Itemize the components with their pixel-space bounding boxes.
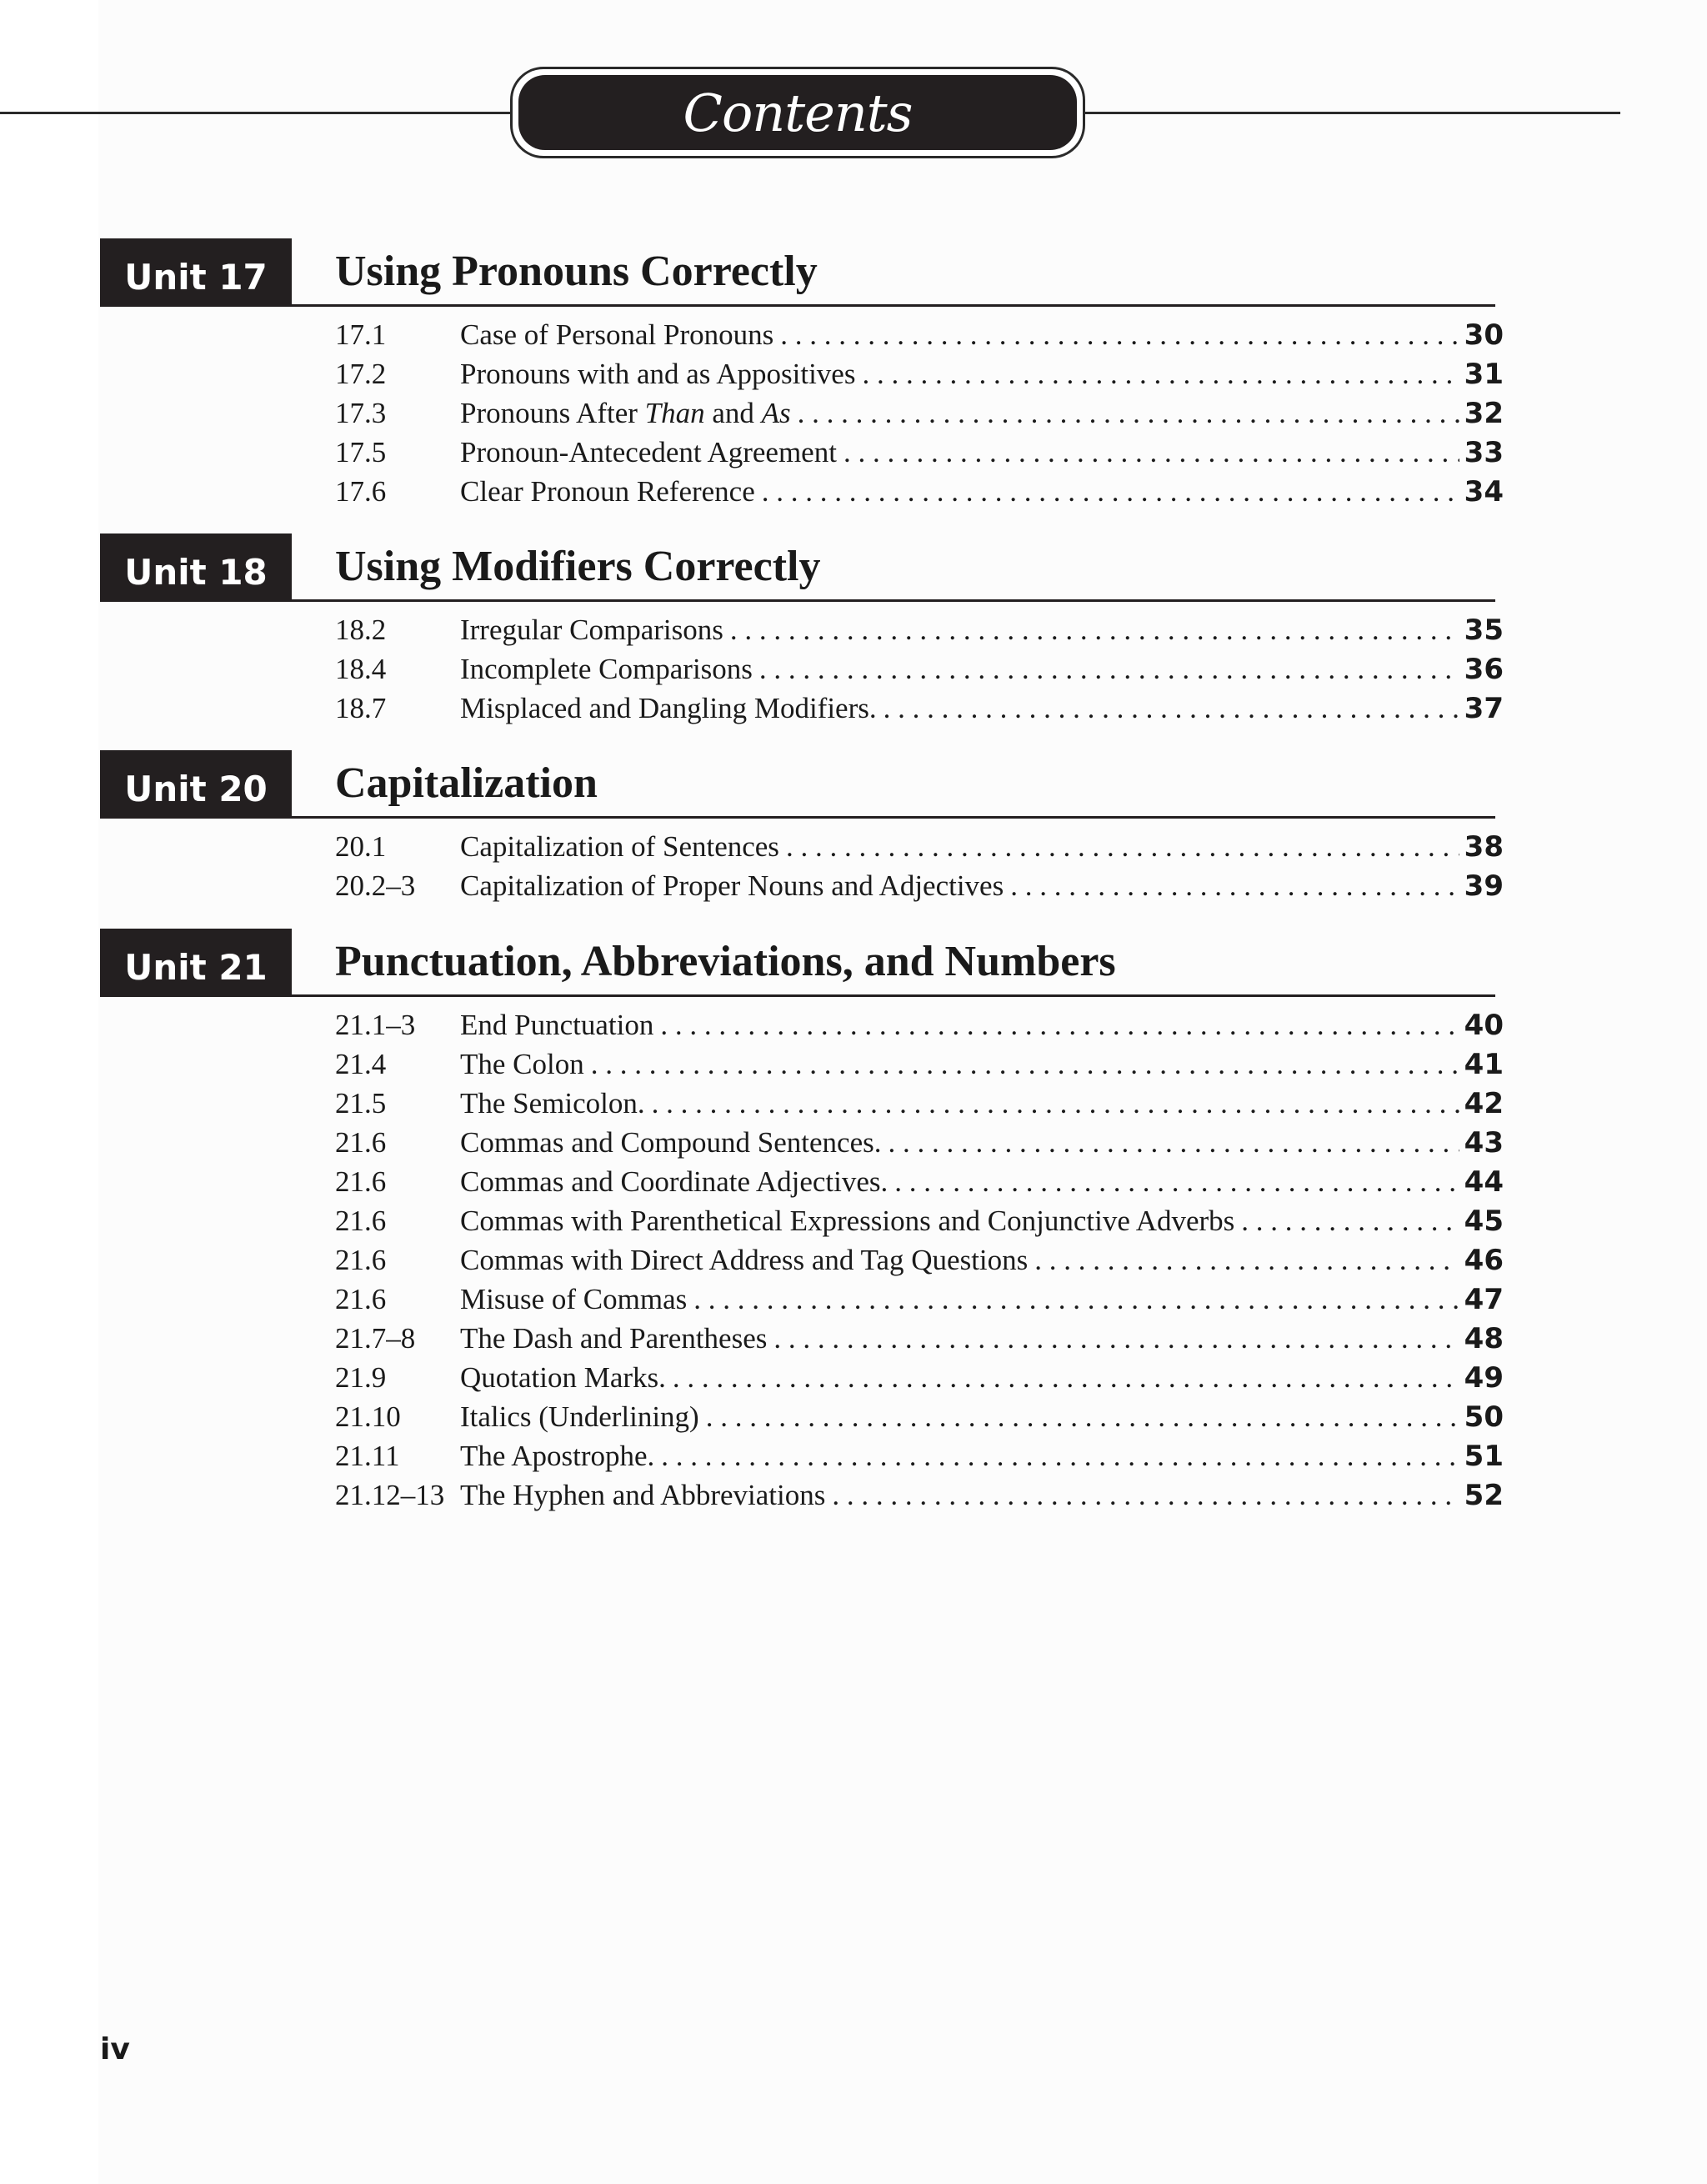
dot-leader <box>673 1361 1459 1395</box>
toc-entry[interactable] <box>335 1361 1504 1400</box>
entry-page: 51 <box>1464 1440 1504 1473</box>
dot-leader <box>759 653 1459 686</box>
entry-number: 17.5 <box>335 436 387 468</box>
dot-leader <box>706 1400 1459 1434</box>
unit-21-label: Unit 21 <box>100 929 292 997</box>
toc-entry[interactable] <box>335 692 1504 731</box>
toc-entry[interactable] <box>335 475 1504 514</box>
entry-title-italic: Than <box>644 397 705 429</box>
dot-leader <box>780 318 1459 352</box>
dot-leader <box>786 830 1459 864</box>
unit-17-entries <box>335 318 1504 514</box>
entry-number: 21.6 <box>335 1244 387 1276</box>
dot-leader <box>652 1087 1459 1120</box>
unit-17-rule <box>292 304 1495 307</box>
dot-leader <box>884 692 1459 725</box>
dot-leader <box>798 397 1459 430</box>
entry-number: 21.5 <box>335 1087 387 1120</box>
entry-title: End Punctuation <box>460 1009 654 1041</box>
entry-number: 17.1 <box>335 318 387 351</box>
contents-header-tab <box>510 67 1085 158</box>
unit-18-rule <box>292 599 1495 602</box>
entry-title: Commas and Coordinate Adjectives. <box>460 1165 889 1198</box>
entry-title: The Semicolon. <box>460 1087 645 1120</box>
dot-leader <box>773 1322 1459 1355</box>
dot-leader <box>832 1479 1459 1512</box>
entry-title: Misplaced and Dangling Modifiers. <box>460 692 877 724</box>
unit-20-header <box>100 750 1495 819</box>
entry-number: 17.6 <box>335 475 387 508</box>
entry-title: The Colon <box>460 1048 584 1080</box>
entry-title: The Dash and Parentheses <box>460 1322 768 1355</box>
entry-number: 18.2 <box>335 614 387 646</box>
entry-page: 40 <box>1464 1009 1504 1042</box>
unit-18-label: Unit 18 <box>100 533 292 602</box>
dot-leader <box>693 1283 1459 1316</box>
entry-number: 17.3 <box>335 397 387 429</box>
toc-entry[interactable] <box>335 1048 1504 1087</box>
entry-title <box>460 397 791 430</box>
entry-number: 21.6 <box>335 1283 387 1315</box>
entry-title: The Hyphen and Abbreviations <box>460 1479 826 1511</box>
entry-page: 45 <box>1464 1205 1504 1238</box>
entry-page: 50 <box>1464 1400 1504 1434</box>
entry-number: 21.4 <box>335 1048 387 1080</box>
unit-18-entries <box>335 614 1504 731</box>
unit-20-label: Unit 20 <box>100 750 292 819</box>
entry-number: 17.2 <box>335 358 387 390</box>
entry-number: 20.1 <box>335 830 387 863</box>
entry-number: 21.11 <box>335 1440 400 1472</box>
toc-entry[interactable] <box>335 1009 1504 1048</box>
entry-page: 35 <box>1464 614 1504 647</box>
dot-leader <box>660 1009 1459 1042</box>
entry-page: 44 <box>1464 1165 1504 1199</box>
toc-entry[interactable] <box>335 653 1504 692</box>
unit-21-title: Punctuation, Abbreviations, and Numbers <box>335 938 1116 985</box>
entry-page: 43 <box>1464 1126 1504 1160</box>
toc-entry[interactable] <box>335 869 1504 909</box>
dot-leader <box>862 358 1459 391</box>
entry-title: Capitalization of Sentences <box>460 830 779 863</box>
unit-20-entries <box>335 830 1504 909</box>
entry-title: Commas with Parenthetical Expressions and Conjunctive Adverbs <box>460 1205 1235 1237</box>
dot-leader <box>661 1440 1459 1473</box>
entry-page: 32 <box>1464 397 1504 430</box>
entry-title: Commas with Direct Address and Tag Questions <box>460 1244 1029 1276</box>
toc-entry[interactable] <box>335 830 1504 869</box>
entry-number: 21.9 <box>335 1361 387 1394</box>
entry-page: 41 <box>1464 1048 1504 1081</box>
unit-21-section <box>100 929 1504 1518</box>
toc-entry[interactable] <box>335 436 1504 475</box>
entry-number: 21.7–8 <box>335 1322 416 1355</box>
entry-number: 21.6 <box>335 1126 387 1159</box>
entry-title-part: Pronouns After <box>460 397 645 429</box>
entry-page: 52 <box>1464 1479 1504 1512</box>
entry-title: Quotation Marks. <box>460 1361 666 1394</box>
page-folio: iv <box>100 2032 130 2066</box>
unit-18-title: Using Modifiers Correctly <box>335 543 821 590</box>
toc-entry[interactable] <box>335 1087 1504 1126</box>
entry-number: 20.2–3 <box>335 869 416 902</box>
page-title: Contents <box>683 82 913 143</box>
entry-title: Italics (Underlining) <box>460 1400 699 1433</box>
entry-page: 38 <box>1464 830 1504 864</box>
toc-entry[interactable] <box>335 1205 1504 1244</box>
entry-title: Incomplete Comparisons <box>460 653 753 685</box>
unit-18-header <box>100 533 1495 602</box>
unit-21-rule <box>292 994 1495 997</box>
unit-17-header <box>100 238 1495 307</box>
entry-page: 36 <box>1464 653 1504 686</box>
unit-21-entries <box>335 1009 1504 1518</box>
toc-entry[interactable] <box>335 1244 1504 1283</box>
dot-leader <box>1010 869 1459 903</box>
entry-page: 42 <box>1464 1087 1504 1120</box>
toc-entry[interactable] <box>335 614 1504 653</box>
toc-entry[interactable] <box>335 358 1504 397</box>
entry-title: Commas and Compound Sentences. <box>460 1126 882 1159</box>
entry-title: The Apostrophe. <box>460 1440 655 1472</box>
entry-page: 39 <box>1464 869 1504 903</box>
entry-title: Pronoun-Antecedent Agreement <box>460 436 837 468</box>
entry-number: 21.6 <box>335 1205 387 1237</box>
contents-header-tab-inner <box>518 75 1077 150</box>
dot-leader <box>762 475 1459 508</box>
entry-page: 30 <box>1464 318 1504 352</box>
toc-entry[interactable] <box>335 1126 1504 1165</box>
toc-entry[interactable] <box>335 1479 1504 1518</box>
entry-page: 46 <box>1464 1244 1504 1277</box>
toc-entry[interactable] <box>335 397 1504 436</box>
unit-17-title: Using Pronouns Correctly <box>335 248 818 295</box>
entry-number: 21.10 <box>335 1400 401 1433</box>
entry-page: 47 <box>1464 1283 1504 1316</box>
unit-21-header <box>100 929 1495 997</box>
unit-18-section <box>100 533 1504 731</box>
dot-leader <box>889 1126 1459 1160</box>
toc-entry[interactable] <box>335 1283 1504 1322</box>
toc-entry[interactable] <box>335 1165 1504 1205</box>
entry-page: 37 <box>1464 692 1504 725</box>
unit-20-rule <box>292 816 1495 819</box>
entry-page: 49 <box>1464 1361 1504 1395</box>
dot-leader <box>730 614 1459 647</box>
entry-number: 18.4 <box>335 653 387 685</box>
entry-title-italic: As <box>761 397 791 429</box>
entry-title-part: and <box>704 397 762 429</box>
toc-entry[interactable] <box>335 1440 1504 1479</box>
dot-leader <box>1034 1244 1459 1277</box>
unit-17-label: Unit 17 <box>100 238 292 307</box>
dot-leader <box>894 1165 1459 1199</box>
entry-page: 48 <box>1464 1322 1504 1355</box>
toc-entry[interactable] <box>335 1322 1504 1361</box>
entry-page: 31 <box>1464 358 1504 391</box>
entry-title: Misuse of Commas <box>460 1283 688 1315</box>
entry-title: Clear Pronoun Reference <box>460 475 755 508</box>
entry-page: 34 <box>1464 475 1504 508</box>
entry-page: 33 <box>1464 436 1504 469</box>
dot-leader <box>843 436 1459 469</box>
entry-title: Case of Personal Pronouns <box>460 318 774 351</box>
dot-leader <box>1241 1205 1459 1238</box>
unit-20-section <box>100 750 1504 909</box>
unit-17-section <box>100 238 1504 514</box>
unit-20-title: Capitalization <box>335 759 598 807</box>
toc-entry[interactable] <box>335 318 1504 358</box>
entry-number: 18.7 <box>335 692 387 724</box>
toc-entry[interactable] <box>335 1400 1504 1440</box>
entry-title: Pronouns with and as Appositives <box>460 358 856 390</box>
entry-number: 21.12–13 <box>335 1479 445 1511</box>
dot-leader <box>591 1048 1459 1081</box>
entry-title: Irregular Comparisons <box>460 614 723 646</box>
entry-title: Capitalization of Proper Nouns and Adjectives <box>460 869 1004 902</box>
entry-number: 21.6 <box>335 1165 387 1198</box>
entry-number: 21.1–3 <box>335 1009 416 1041</box>
